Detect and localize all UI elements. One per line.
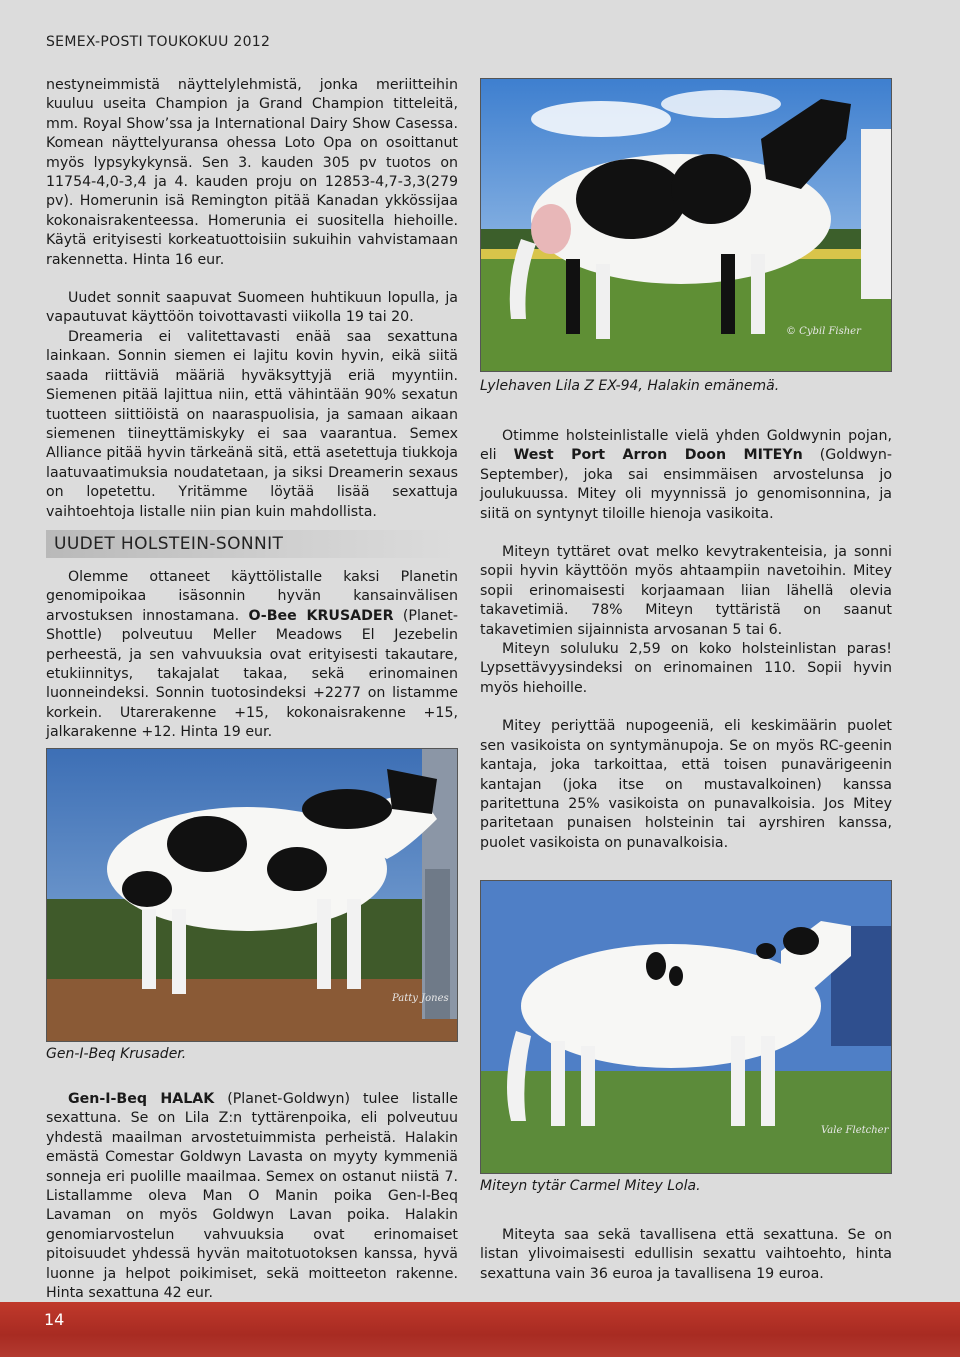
paragraph: Miteyn soluluku 2,59 on koko holsteinlistan paras! Lypsettävyysindeksi on erinomainen 110. Sopii hyvin myös hiehoille.	[480, 641, 892, 696]
paragraph: Miteyta saa sekä tavallisena että sexattuna. Se on listan ylivoimaisesti edullisin sexattu vaihtoehto, hinta sexattuna vain 36 euroa ja tavallisena 19 euroa.	[480, 1227, 892, 1282]
photo-lila	[480, 78, 892, 372]
photo-watermark: © Cybil Fisher	[786, 326, 861, 337]
page-number: 14	[44, 1310, 65, 1329]
paragraph: nestyneimmistä näyttelylehmistä, jonka meriitteihin kuuluu useita Champion ja Grand Champion titteleitä, mm. Royal Show’ssa ja International Dairy Show Casessa. Komean näyttelyuransa ohessa Loto Opa on osoittanut myös lypsykykynsä. Sen 3. kauden 305 pv tuotos on 11754-4,0-3,4 ja 4. kauden proju on 12853-4,7-3,3(279 pv). Homerunin isä Remington pitää Kanadan ykkössijaa kokonaisrakenteessa. Homerunia ei suositella hiehoille. Käytä erityisesti korkeatuottoisiin sukuihin vahvistamaan rakennetta. Hinta 16 eur.	[46, 77, 458, 268]
photo-krusader	[46, 748, 458, 1042]
paragraph: Miteyn tyttäret ovat melko kevytrakenteisia, ja sonni sopii hyvin käyttöön myös ahtaampiin navetoihin. Mitey sopii erinomaisesti korjaamaan liian lähellä olevia takavetimiä. 78% Miteyn tyttäristä on saanut takavetimien sijainnista arvosanan 5 tai 6.	[480, 544, 892, 638]
paragraph: Dreameria ei valitettavasti enää saa sexattuna lainkaan. Sonnin siemen ei lajitu kovin hyvin, eikä siitä saada riittäviä määriä hyväksyttyjä eriä myyntiin. Siemenen pitää lajittua niin, että vähintään 90% sexatun tuotteen siittiöistä on naaraspuolisia, ja samaan aikaan siemenen tiineyttämiskyky ei saa vaarantua. Semex Alliance pitää hyvin tärkeänä sitä, että asetettuja tiukkoja laatuvaatimuksia noudatetaan, ja siksi Dreamerin sexaus on lopetettu. Yritämme löytää lisää sexattuja vaihtoehtoja listalle niin pian kuin mahdollista.	[46, 328, 458, 520]
footer-bar	[0, 1302, 960, 1357]
paragraph: Gen-I-Beq HALAK (Planet-Goldwyn) tulee listalle sexattuna. Se on Lila Z:n tyttärenpoika, eli polveutuu yhdestä maailman arvostetuimmista perheistä. Halakin emästä Comestar Goldwyn Lavasta on myyty kymmeniä sonneja eri puolille maailmaa. Semex on ostanut niistä 7. Listallamme oleva Man O Manin poika Gen-I-Beq Lavaman on myös Goldwyn Lavan poika. Halakin genomiarvostelun vahvuuksia ovat erinomaiset pitoisuudet yhdessä hyvän maitotuotoksen kanssa, hyvä luonne ja helpot poikimiset, sekä moitteeton rakenne. Hinta sexattuna 42 eur.	[46, 1091, 458, 1302]
caption-lola: Miteyn tytär Carmel Mitey Lola.	[480, 1178, 701, 1194]
photo-lola	[480, 880, 892, 1174]
paragraph: Olemme ottaneet käyttölistalle kaksi Planetin genomipoikaa isäsonnin hyvän kansainvälisen arvostuksen innostamana. O-Bee KRUSADER (Planet-Shottle) polveutuu Meller Meadows El Jezebelin perheestä, ja sen vahvuuksia ovat erityisesti takautare, etukiinnitys, takajalat takaa, sekä erinomainen luonneindeksi. Sonnin tuotosindeksi +2277 on listamme korkein. Utarerakenne +15, kokonaisrakenne +15, jalkarakenne +12. Hinta 19 eur.	[46, 569, 458, 741]
section-title: UUDET HOLSTEIN-SONNIT	[54, 534, 284, 554]
photo-watermark: Vale Fletcher	[821, 1125, 889, 1136]
paragraph: Uudet sonnit saapuvat Suomeen huhtikuun lopulla, ja vapautuvat käyttöön toivottavasti viikolla 19 tai 20.	[46, 290, 458, 326]
left-column-middle	[46, 568, 458, 743]
left-column-bottom	[46, 1090, 458, 1303]
right-column-text	[480, 427, 892, 853]
section-heading	[46, 530, 458, 558]
paragraph: Mitey periyttää nupogeeniä, eli keskimäärin puolet sen vasikoista on syntymänupoja. Se on myös RC-geenin kantaja, joka tarkoittaa, että toisen punavärigeenin kantajan (joka itse on mustavalkoinen) kanssa paritettuna 25% vasikoista on punavalkoisia. Jos Mitey paritetaan punaisen holsteinin tai ayrshiren kanssa, puolet vasikoista on punavalkoisia.	[480, 718, 892, 851]
caption-krusader: Gen-I-Beq Krusader.	[46, 1046, 187, 1062]
left-column-top	[46, 76, 458, 522]
right-column-bottom	[480, 1226, 892, 1284]
running-header: SEMEX-POSTI TOUKOKUU 2012	[46, 34, 271, 50]
paragraph: Otimme holsteinlistalle vielä yhden Goldwynin pojan, eli West Port Arron Doon MITEYn (Goldwyn-September), joka sai ensimmäisen arvostelunsa jo joulukuussa. Mitey oli myynnissä jo genomisonnina, ja siitä on syntynyt tiloille hienoja vasikoita.	[480, 428, 892, 522]
photo-watermark: Patty Jones	[392, 993, 449, 1004]
caption-lila: Lylehaven Lila Z EX-94, Halakin emänemä.	[480, 378, 780, 394]
